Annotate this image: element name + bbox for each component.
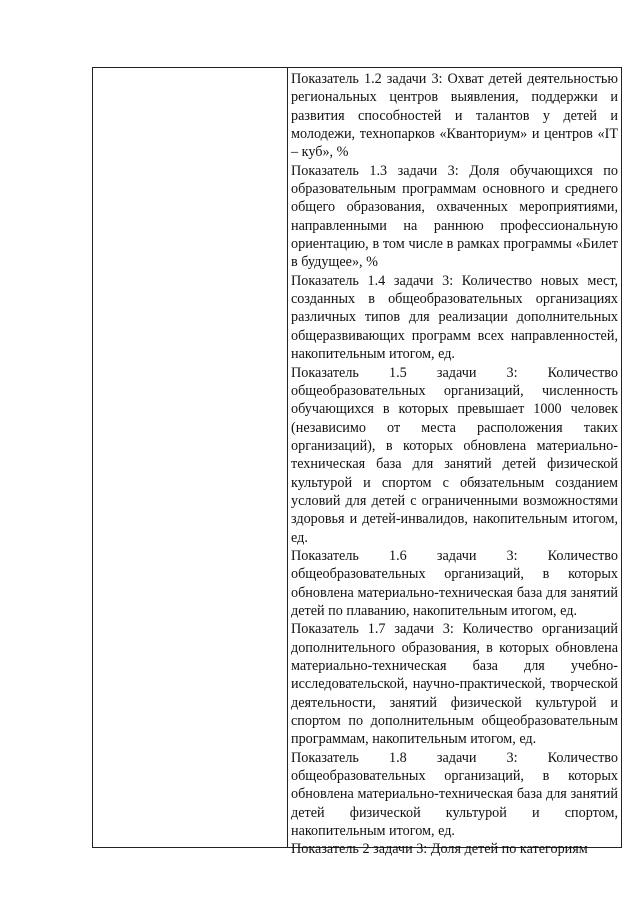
indicator-1-4-text: Показатель 1.4 задачи 3: Количество новых мест, созданных в общеобразовательных организациях различных типов для реализации дополнительных общеразвивающих программ всех направленностей, накопительным итогом, ед. (291, 272, 618, 363)
indicator-2-text: Показатель 2 задачи 3: Доля детей по категориям (291, 841, 588, 858)
table-left-column (93, 68, 288, 847)
indicator-table (92, 67, 622, 858)
indicator-1-3-text: Показатель 1.3 задачи 3: Доля обучающихся по образовательным программам основного и среднего общего образования, охваченных мероприятиями, направленными на раннюю профессиональную ориентацию, в том числе в рамках программы «Билет в будущее», % (291, 162, 618, 271)
indicator-1-7-text: Показатель 1.7 задачи 3: Количество организаций дополнительного образования, в которых обновлена материально-техническая база для учебно-исследовательской, научно-практической, творческой деятельности, занятий физической культурой и спортом по дополнительным общеобразовательным программам, накопительным итогом, ед. (291, 621, 618, 748)
indicator-1-5-text: Показатель 1.5 задачи 3: Количество общеобразовательных организаций, численность обучающихся в которых превышает 1000 человек (независимо от места расположения таких организаций), в которых обновлена материально-техническая база для занятий детей физической культурой и спортом с обязательным созданием условий для детей с ограниченными возможностями здоровья и детей-инвалидов, накопительным итогом, ед. (291, 364, 618, 546)
indicator-1-2-text: Показатель 1.2 задачи 3: Охват детей деятельностью региональных центров выявления, поддержки и развития способностей и талантов у детей и молодежи, технопарков «Кванториум» и центров «IT – куб», % (291, 71, 618, 161)
table-right-column (288, 68, 621, 858)
indicator-1-6-text: Показатель 1.6 задачи 3: Количество общеобразовательных организаций, в которых обновлена материально-техническая база для занятий детей по плаванию, накопительным итогом, ед. (291, 547, 618, 619)
indicator-1-8-text: Показатель 1.8 задачи 3: Количество общеобразовательных организаций, в которых обновлена материально-техническая база для занятий детей физической культурой и спортом, накопительным итогом, ед. (291, 749, 618, 840)
